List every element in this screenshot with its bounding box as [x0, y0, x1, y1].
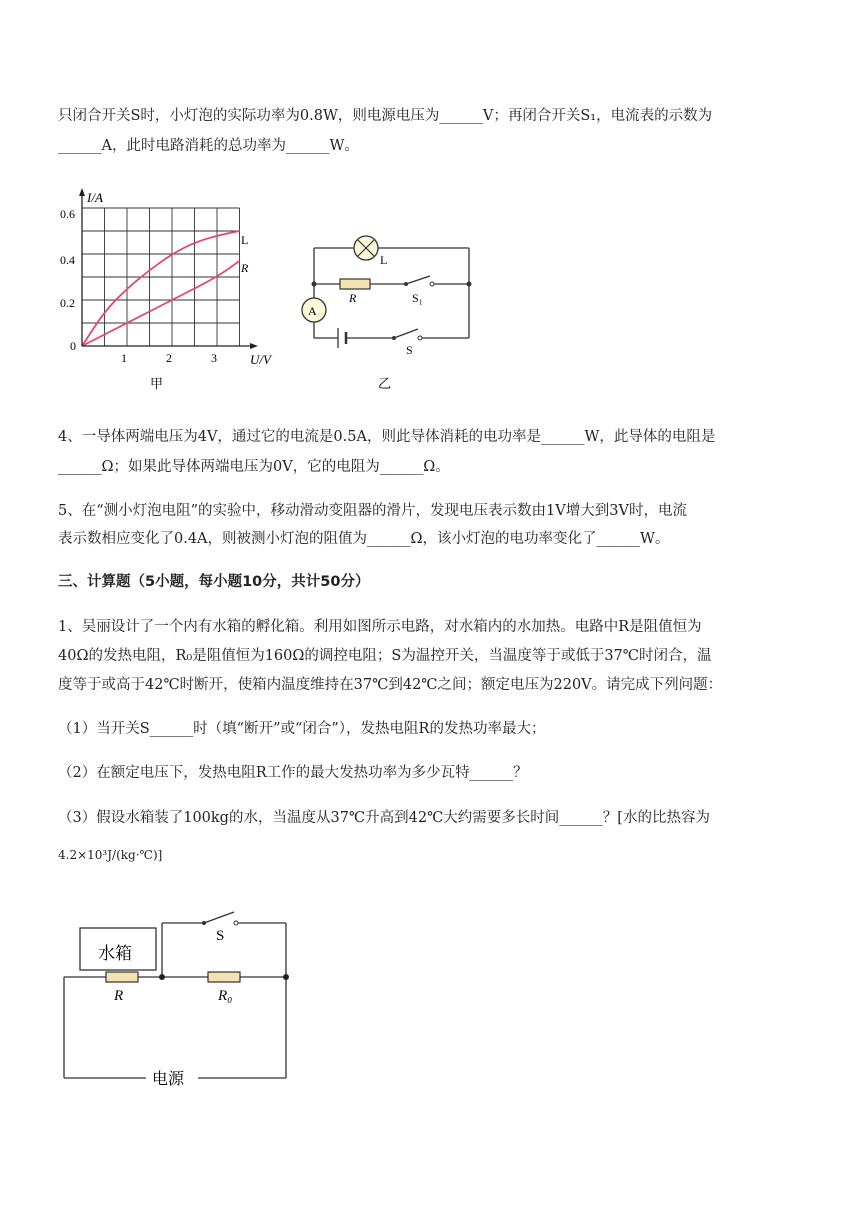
figure-jia-caption: 甲 — [150, 376, 164, 391]
text-line-6: 表示数相应变化了0.4A，则被测小灯泡的阻值为______Ω，该小灯泡的电功率变化了______W。 — [58, 531, 670, 547]
figure-yi-caption: 乙 — [378, 376, 392, 391]
resistor-r0-label: R₀ — [218, 988, 233, 1004]
switch-s-label: S — [406, 343, 413, 357]
text-line-7: 1、吴丽设计了一个内有水箱的孵化箱。利用如图所示电路，对水箱内的水加热。电路中R是阻值恒为 — [58, 619, 702, 635]
y-axis-arrow — [79, 188, 85, 196]
water-tank-label: 水箱 — [98, 944, 132, 963]
series-line-l — [82, 231, 240, 346]
battery-icon — [338, 328, 346, 348]
resistor-r-label: R — [114, 988, 124, 1004]
switch-s-pivot — [392, 336, 396, 340]
resistor-r-icon — [106, 972, 138, 982]
junction-mid — [159, 974, 165, 980]
text-line-3: 4、一导体两端电压为4V，通过它的电流是0.5A，则此导体消耗的电功率是______W，此导体的电阻是 — [58, 429, 716, 445]
graph-curves — [82, 231, 240, 346]
curve-r-label: R — [241, 261, 249, 275]
text-line-8: 40Ω的发热电阻，R₀是阻值恒为160Ω的调控电阻；S为温控开关，当温度等于或低于37℃时闭合，温 — [58, 648, 712, 664]
junction-right — [283, 974, 289, 980]
series-line-r — [82, 261, 240, 346]
x-tick-3: 3 — [211, 351, 217, 365]
y-tick-0-2: 0.2 — [60, 296, 75, 310]
switch-label: S — [216, 928, 225, 944]
switch-s1-pivot — [404, 282, 408, 286]
y-tick-0-6: 0.6 — [60, 207, 75, 221]
question-2: （2）在额定电压下，发热电阻R工作的最大发热功率为多少瓦特______？ — [58, 765, 528, 781]
specific-heat-note: 4.2×10³J/(kg·℃)] — [58, 848, 163, 862]
resistor-r0-icon — [208, 972, 240, 982]
text-line-1: 只闭合开关S时，小灯泡的实际功率为0.8W，则电源电压为______V；再闭合开关S₁，电流表的示数为 — [58, 108, 713, 124]
x-tick-1: 1 — [121, 351, 127, 365]
circuit-yi — [294, 226, 484, 396]
text-line-5: 5、在“测小灯泡电阻”的实验中，移动滑动变阻器的滑片，发现电压表示数由1V增大到3V时，电流 — [58, 503, 687, 519]
y-axis-label: I/A — [87, 190, 103, 205]
switch-contact — [234, 921, 238, 925]
text-line-4: ______Ω；如果此导体两端电压为0V，它的电阻为______Ω。 — [58, 459, 450, 475]
junction-right — [467, 282, 472, 287]
question-3: （3）假设水箱装了100kg的水，当温度从37℃升高到42℃大约需要多长时间______？[水的比热容为 — [58, 810, 710, 826]
text-line-9: 度等于或高于42℃时断开，使箱内温度维持在37℃到42℃之间；额定电压为220V。请完成下列问题： — [58, 677, 723, 693]
switch-s-contact — [418, 336, 422, 340]
y-tick-0-4: 0.4 — [60, 253, 75, 267]
switch-pivot — [202, 921, 206, 925]
resistor-icon — [340, 279, 370, 289]
ammeter-label: A — [308, 304, 317, 318]
section-heading: 三、计算题（5小题，每小题10分，共计50分） — [58, 574, 370, 590]
junction-left — [312, 282, 317, 287]
question-1: （1）当开关S______时（填“断开”或“闭合”），发热电阻R的发热功率最大； — [58, 721, 546, 737]
x-axis-arrow — [250, 343, 258, 349]
curve-l-label: L — [241, 233, 249, 247]
text-line-2: ______A，此时电路消耗的总功率为______W。 — [58, 138, 359, 154]
incubator-circuit — [58, 900, 308, 1100]
power-source-label: 电源 — [152, 1071, 185, 1088]
switch-s1-contact — [430, 282, 434, 286]
lamp-label: L — [380, 253, 388, 267]
resistor-label: R — [349, 291, 357, 305]
origin-label: 0 — [70, 339, 76, 353]
iu-graph — [58, 184, 288, 394]
switch-s1-label: S₁ — [412, 291, 423, 305]
x-axis-label: U/V — [250, 352, 271, 367]
lamp-icon — [354, 236, 378, 260]
x-tick-2: 2 — [166, 351, 172, 365]
